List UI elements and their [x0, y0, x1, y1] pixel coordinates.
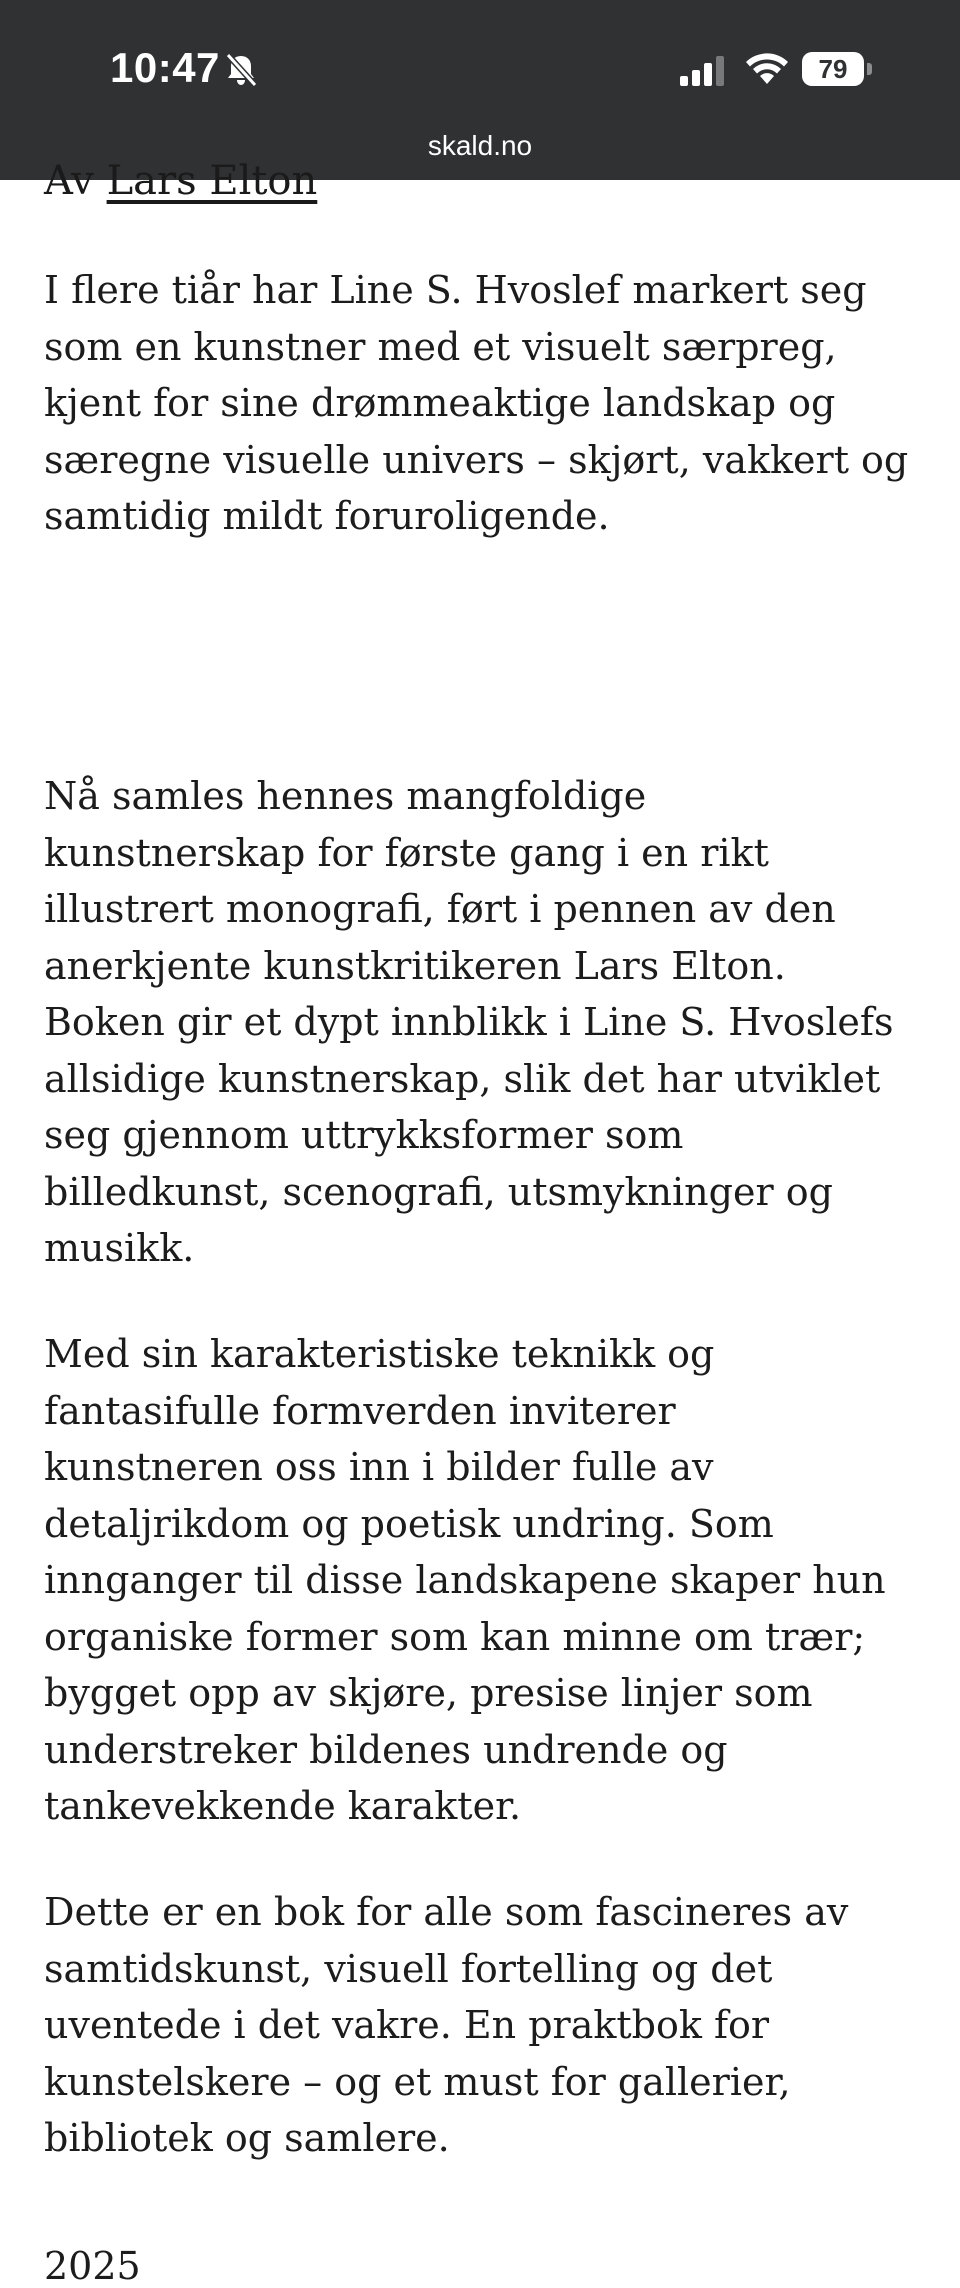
article-paragraph: Dette er en bok for alle som fascineres av samtidskunst, visuell fortelling og det uventede i det vakre. En praktbok for kunstelskere – og et must for gallerier, bibliotek og samlere. — [44, 1890, 849, 2160]
article-paragraph: I flere tiår har Line S. Hvoslef markert seg som en kunstner med et visuelt særpreg, kjent for sine drømmeaktige landskap og særegne visuelle univers – skjørt, vakkert og samtidig mildt foruroligende. — [44, 268, 909, 538]
article-content — [0, 158, 960, 2288]
byline-prefix: Av — [44, 158, 94, 204]
wifi-icon — [744, 50, 790, 86]
battery-icon — [802, 52, 874, 88]
battery-level: 79 — [802, 52, 864, 86]
article-paragraph: Nå samles hennes mangfoldige kunstnerskap for første gang i en rikt illustrert monografi, ført i pennen av den anerkjente kunstkritikeren Lars Elton. Boken gir et dypt innblikk i Line S. Hvoslefs allsidige kunstnerskap, slik det har utviklet seg gjennom uttrykksformer som billedkunst, scenografi, utsmykninger og musikk. — [44, 774, 894, 1270]
bell-slash-icon — [224, 52, 258, 88]
publication-year: 2025 — [44, 2244, 141, 2288]
status-bar — [0, 0, 960, 180]
address-bar-url[interactable]: skald.no — [427, 130, 533, 161]
cellular-signal-icon — [680, 56, 728, 86]
status-time: 10:47 — [110, 44, 220, 91]
battery-cap — [867, 63, 872, 75]
author-link[interactable]: Lars Elton — [106, 158, 318, 204]
article-paragraph: Med sin karakteristiske teknikk og fantasifulle formverden inviterer kunstneren oss inn i bilder fulle av detaljrikdom og poetisk undring. Som innganger til disse landskapene skaper hun organiske former som kan minne om trær; bygget opp av skjøre, presise linjer som understreker bildenes undrende og tankevekkende karakter. — [44, 1332, 886, 1828]
byline — [44, 158, 317, 204]
